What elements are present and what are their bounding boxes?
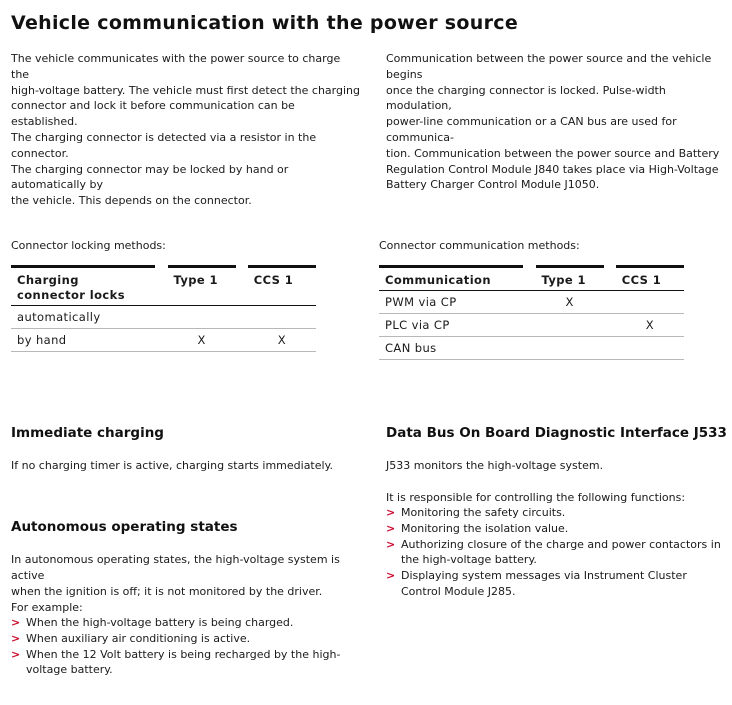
column-gap bbox=[523, 265, 535, 291]
chevron-right-icon: > bbox=[11, 616, 21, 629]
table-row bbox=[379, 291, 684, 314]
row-label: CAN bus bbox=[379, 337, 523, 360]
locking-header-ccs1: CCS 1 bbox=[248, 265, 316, 306]
intro-right-line: tion. Communication between the power source and Battery bbox=[386, 146, 720, 160]
cell-type1 bbox=[536, 337, 604, 360]
row-label: PLC via CP bbox=[379, 314, 523, 337]
cell-type1 bbox=[168, 306, 236, 329]
list-item-text: When the 12 Volt battery is being recharged by the high-voltage battery. bbox=[26, 647, 341, 677]
comm-header-ccs1: CCS 1 bbox=[616, 265, 684, 291]
immediate-charging-text: If no charging timer is active, charging starts immediately. bbox=[11, 459, 334, 472]
cell-type1: X bbox=[536, 291, 604, 314]
list-item-text: When the high-voltage battery is being charged. bbox=[26, 616, 294, 629]
column-gap bbox=[155, 329, 167, 352]
locking-header-type1: Type 1 bbox=[168, 265, 236, 306]
chevron-right-icon: > bbox=[386, 569, 396, 583]
comm-header-method: Communication bbox=[379, 265, 523, 291]
column-gap bbox=[155, 306, 167, 329]
list-item bbox=[386, 568, 721, 600]
autonomous-bullet-list bbox=[11, 615, 361, 678]
column-gap bbox=[604, 265, 616, 291]
locking-table-caption: Connector locking methods: bbox=[11, 239, 166, 252]
table-row bbox=[379, 337, 684, 360]
j533-text: J533 monitors the high-voltage system. bbox=[386, 459, 604, 472]
column-gap bbox=[604, 337, 616, 360]
table-row bbox=[11, 329, 316, 352]
column-gap bbox=[523, 291, 535, 314]
column-gap bbox=[604, 314, 616, 337]
intro-left-line: The charging connector may be locked by hand or automatically by bbox=[11, 162, 289, 192]
chevron-right-icon: > bbox=[386, 521, 396, 535]
cell-ccs1: X bbox=[248, 329, 316, 352]
list-item-text: When auxiliary air conditioning is active. bbox=[26, 631, 251, 645]
intro-left bbox=[11, 51, 361, 209]
column-gap bbox=[236, 329, 248, 352]
page-title: Vehicle communication with the power source bbox=[11, 12, 519, 34]
row-label: by hand bbox=[11, 329, 155, 352]
comm-header-type1: Type 1 bbox=[536, 265, 604, 291]
intro-left-line: high-voltage battery. The vehicle must first detect the charging bbox=[11, 83, 360, 97]
column-gap bbox=[523, 337, 535, 360]
intro-left-line: the vehicle. This depends on the connector. bbox=[11, 194, 252, 208]
cell-ccs1 bbox=[616, 291, 684, 314]
list-item bbox=[386, 521, 726, 537]
list-item bbox=[11, 647, 361, 679]
chevron-right-icon: > bbox=[11, 631, 21, 645]
intro-right-line: power-line communication or a CAN bus are used for communica- bbox=[386, 115, 677, 144]
list-item-text: Authorizing closure of the charge and power contactors in the high-voltage battery. bbox=[401, 537, 721, 567]
row-label: automatically bbox=[11, 306, 155, 329]
list-item-text: Monitoring the safety circuits. bbox=[401, 506, 566, 519]
intro-left-line: connector and lock it before communication can be established. bbox=[11, 99, 295, 129]
column-gap bbox=[236, 306, 248, 329]
list-item-text: Displaying system messages via Instrument Cluster Control Module J285. bbox=[401, 569, 687, 598]
cell-type1 bbox=[536, 314, 604, 337]
column-gap bbox=[523, 314, 535, 337]
cell-type1: X bbox=[168, 329, 236, 352]
locking-table bbox=[11, 265, 316, 352]
autonomous-line: In autonomous operating states, the high-voltage system is active bbox=[11, 553, 340, 582]
comm-table-caption: Connector communication methods: bbox=[379, 239, 580, 252]
j533-intro: It is responsible for controlling the following functions: bbox=[386, 491, 686, 504]
j533-bullet-list bbox=[386, 505, 726, 600]
table-row bbox=[379, 314, 684, 337]
j533-heading: Data Bus On Board Diagnostic Interface J533 bbox=[386, 425, 727, 441]
intro-right-line: Communication between the power source and the vehicle begins bbox=[386, 52, 712, 81]
chevron-right-icon: > bbox=[386, 506, 396, 519]
list-item bbox=[386, 505, 726, 521]
list-item bbox=[386, 537, 726, 569]
intro-right bbox=[386, 51, 731, 193]
list-item bbox=[11, 631, 361, 647]
autonomous-line: when the ignition is off; it is not monitored by the driver. bbox=[11, 584, 323, 598]
intro-right-line: Battery Charger Control Module J1050. bbox=[386, 178, 600, 192]
example-label: For example: bbox=[11, 601, 83, 614]
chevron-right-icon: > bbox=[386, 537, 396, 551]
cell-ccs1: X bbox=[616, 314, 684, 337]
list-item-text: Monitoring the isolation value. bbox=[401, 521, 569, 535]
autonomous-text bbox=[11, 552, 366, 599]
cell-ccs1 bbox=[616, 337, 684, 360]
intro-left-line: The charging connector is detected via a resistor in the connector. bbox=[11, 130, 317, 160]
intro-right-line: Regulation Control Module J840 takes place via High-Voltage bbox=[386, 162, 719, 176]
header-label: Charging connector locks bbox=[17, 273, 125, 302]
row-label: PWM via CP bbox=[379, 291, 523, 314]
column-gap bbox=[236, 265, 248, 306]
immediate-charging-heading: Immediate charging bbox=[11, 425, 164, 441]
locking-header-type bbox=[11, 265, 155, 306]
intro-right-line: once the charging connector is locked. Pulse-width modulation, bbox=[386, 83, 666, 113]
column-gap bbox=[155, 265, 167, 306]
chevron-right-icon: > bbox=[11, 647, 21, 661]
autonomous-heading: Autonomous operating states bbox=[11, 519, 238, 535]
intro-left-line: The vehicle communicates with the power source to charge the bbox=[11, 52, 341, 81]
table-row bbox=[11, 306, 316, 329]
comm-table bbox=[379, 265, 684, 360]
column-gap bbox=[604, 291, 616, 314]
cell-ccs1 bbox=[248, 306, 316, 329]
list-item bbox=[11, 615, 361, 631]
